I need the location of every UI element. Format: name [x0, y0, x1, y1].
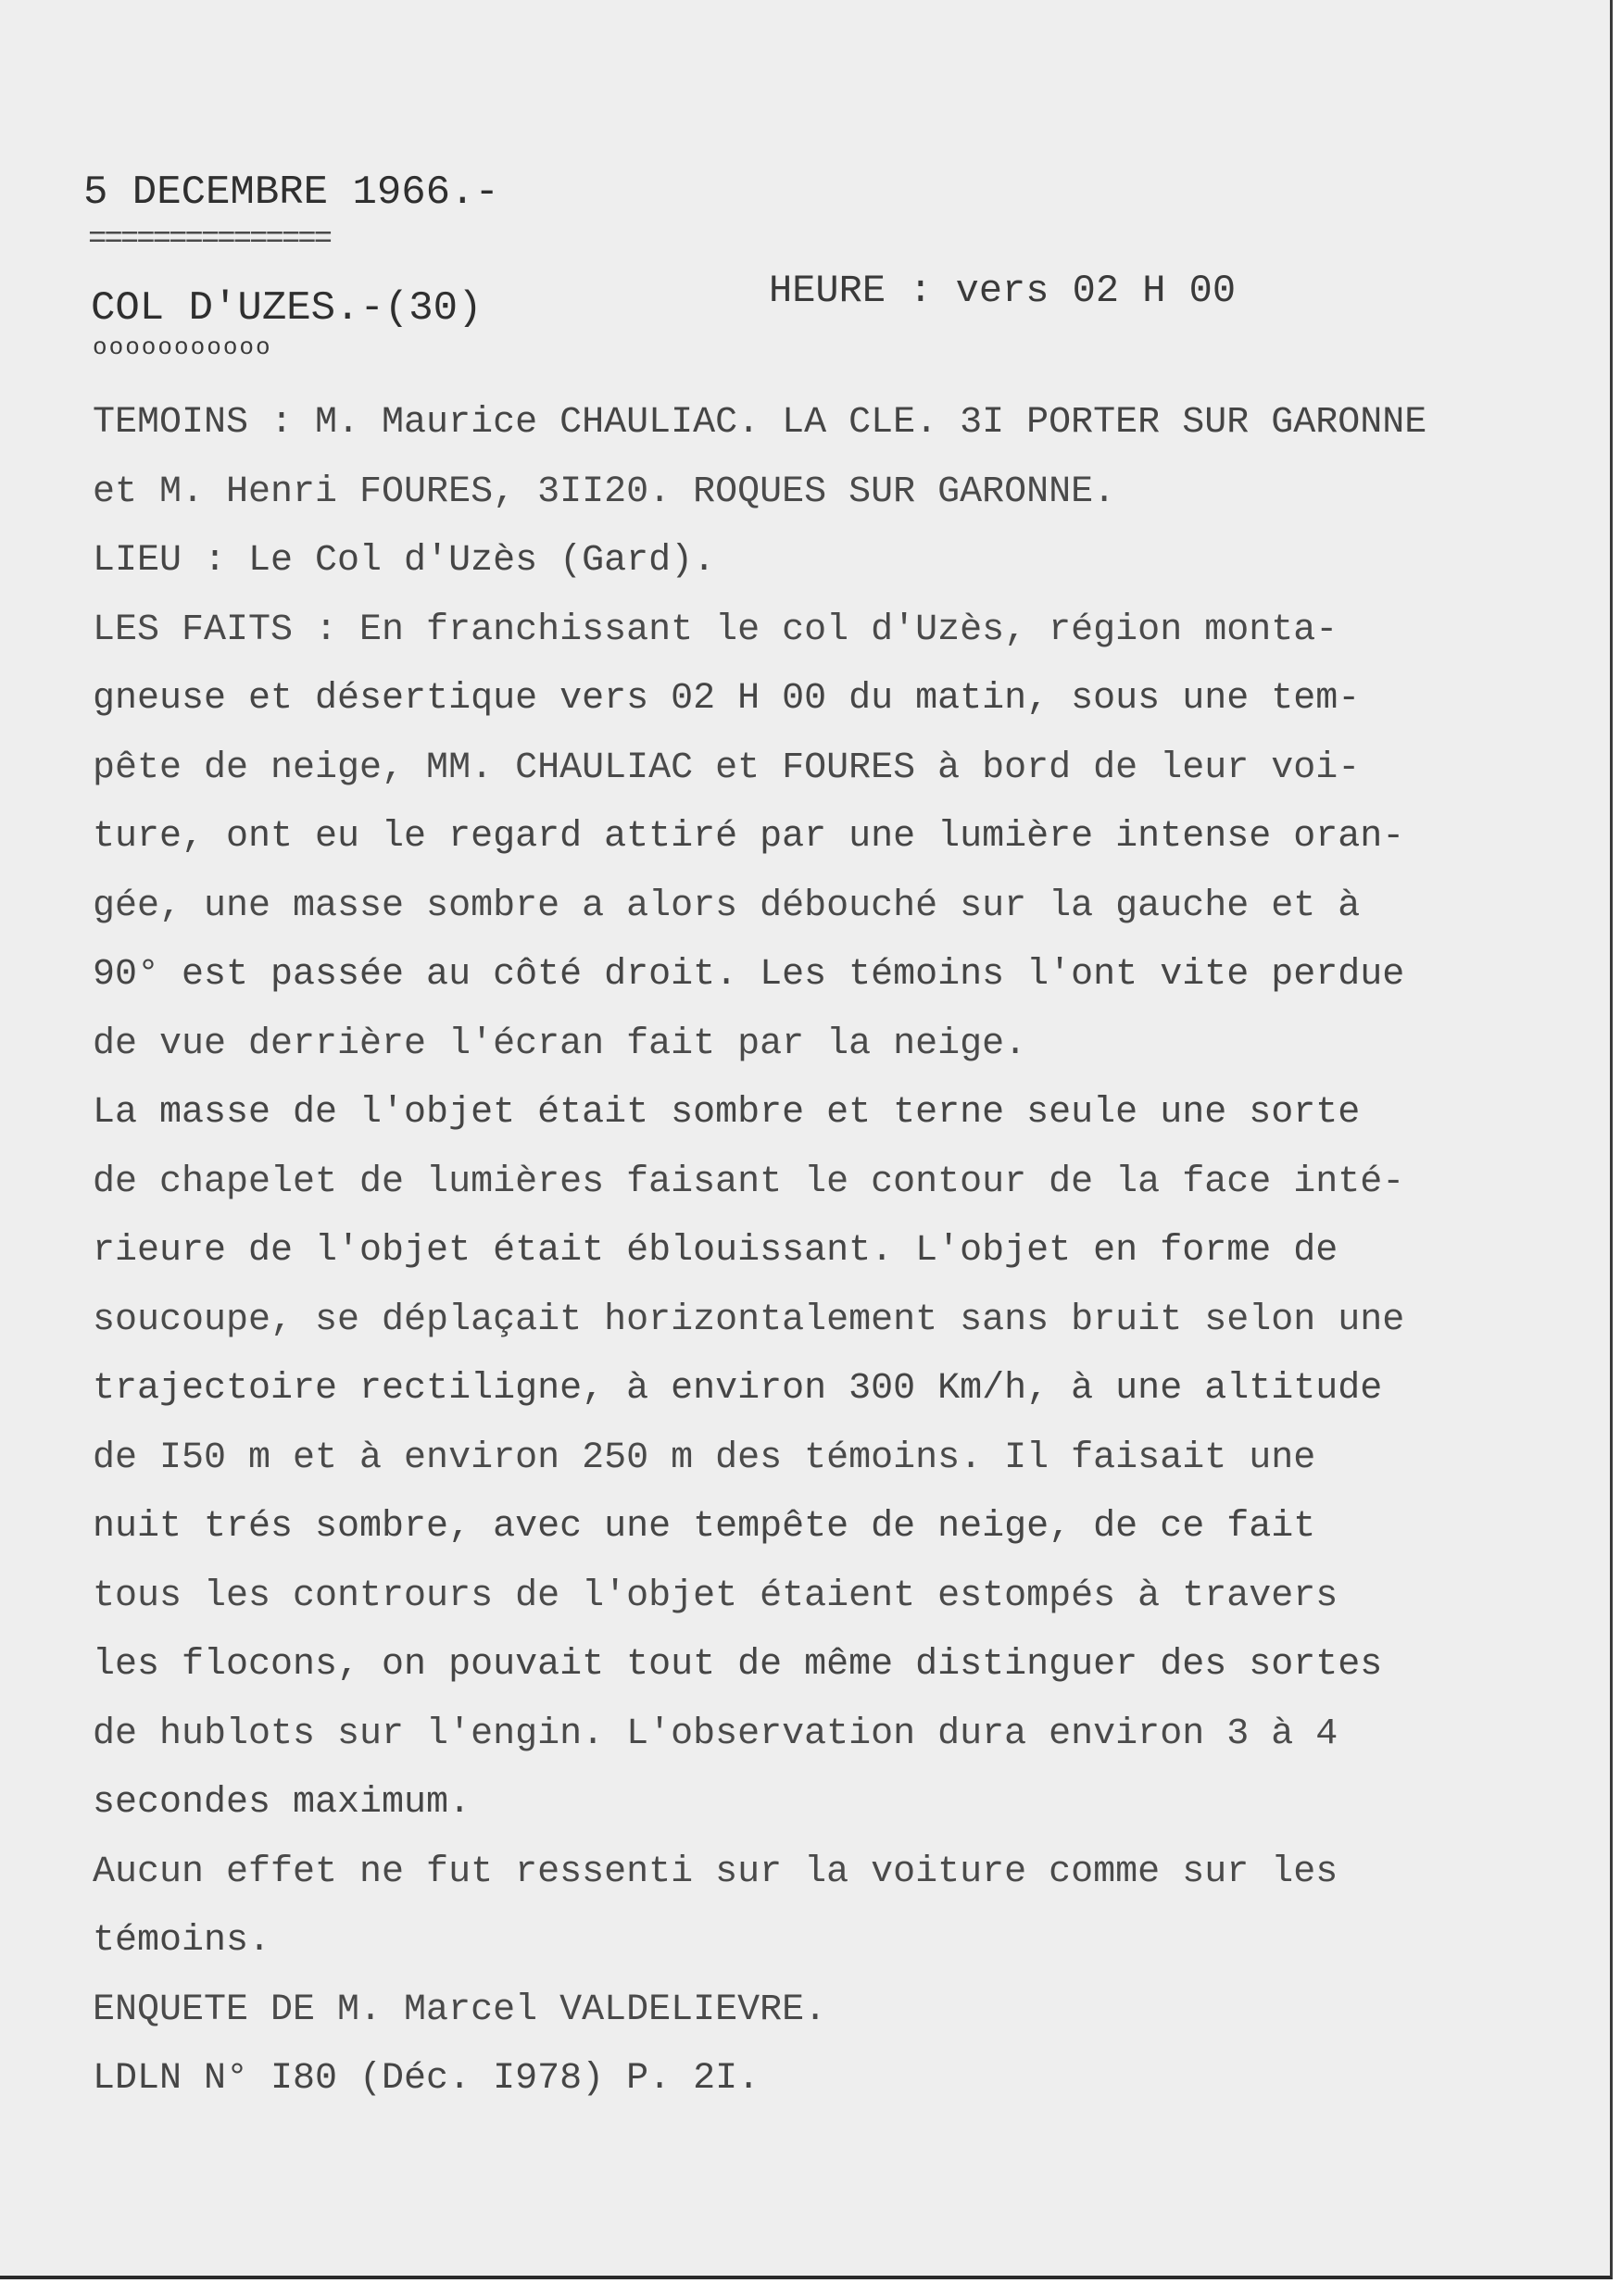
location-underline: ooooooooooo — [93, 333, 272, 361]
text-line: ENQUETE DE M. Marcel VALDELIEVRE. — [93, 1989, 827, 2031]
report-date: 5 DECEMBRE 1966.- — [83, 169, 499, 216]
text-line: rieure de l'objet était éblouissant. L'objet en forme de — [93, 1230, 1338, 1272]
text-line: Aucun effet ne fut ressenti sur la voiture comme sur les — [93, 1851, 1338, 1893]
text-line: et M. Henri FOURES, 3II20. ROQUES SUR GARONNE. — [93, 470, 1116, 513]
text-line: nuit trés sombre, avec une tempête de neige, de ce fait — [93, 1506, 1316, 1548]
text-line: de I50 m et à environ 250 m des témoins. Il faisait une — [93, 1437, 1316, 1479]
text-line: 90° est passée au côté droit. Les témoins l'ont vite perdue — [93, 954, 1405, 996]
text-line: La masse de l'objet était sombre et terne seule une sorte — [93, 1092, 1361, 1134]
text-line: les flocons, on pouvait tout de même distinguer des sortes — [93, 1644, 1383, 1686]
text-line: LIEU : Le Col d'Uzès (Gard). — [93, 540, 716, 582]
text-line: TEMOINS : M. Maurice CHAULIAC. LA CLE. 3I PORTER SUR GARONNE — [93, 402, 1427, 444]
text-line: secondes maximum. — [93, 1782, 471, 1824]
text-line: pête de neige, MM. CHAULIAC et FOURES à bord de leur voi- — [93, 747, 1361, 789]
text-line: ture, ont eu le regard attiré par une lumière intense oran- — [93, 816, 1405, 858]
text-line: de vue derrière l'écran fait par la neige. — [93, 1023, 1027, 1065]
location-heading: COL D'UZES.-(30) — [91, 285, 483, 332]
text-line: LDLN N° I80 (Déc. I978) P. 2I. — [93, 2058, 760, 2100]
text-line: de chapelet de lumières faisant le contour de la face inté- — [93, 1161, 1405, 1203]
text-line: témoins. — [93, 1920, 271, 1962]
text-line: gneuse et désertique vers 02 H 00 du matin, sous une tem- — [93, 678, 1361, 720]
report-body — [93, 389, 1575, 2114]
text-line: gée, une masse sombre a alors débouché sur la gauche et à — [93, 885, 1361, 927]
date-underline: =============== — [88, 222, 331, 257]
text-line: soucoupe, se déplaçait horizontalement sans bruit selon une — [93, 1299, 1405, 1341]
text-line: de hublots sur l'engin. L'observation dura environ 3 à 4 — [93, 1713, 1338, 1755]
text-line: trajectoire rectiligne, à environ 300 Km/h, à une altitude — [93, 1368, 1383, 1410]
time-heading: HEURE : vers 02 H 00 — [769, 269, 1237, 313]
text-line: tous les contrours de l'objet étaient estompés à travers — [93, 1575, 1338, 1617]
text-line: LES FAITS : En franchissant le col d'Uzès, région monta- — [93, 609, 1338, 651]
